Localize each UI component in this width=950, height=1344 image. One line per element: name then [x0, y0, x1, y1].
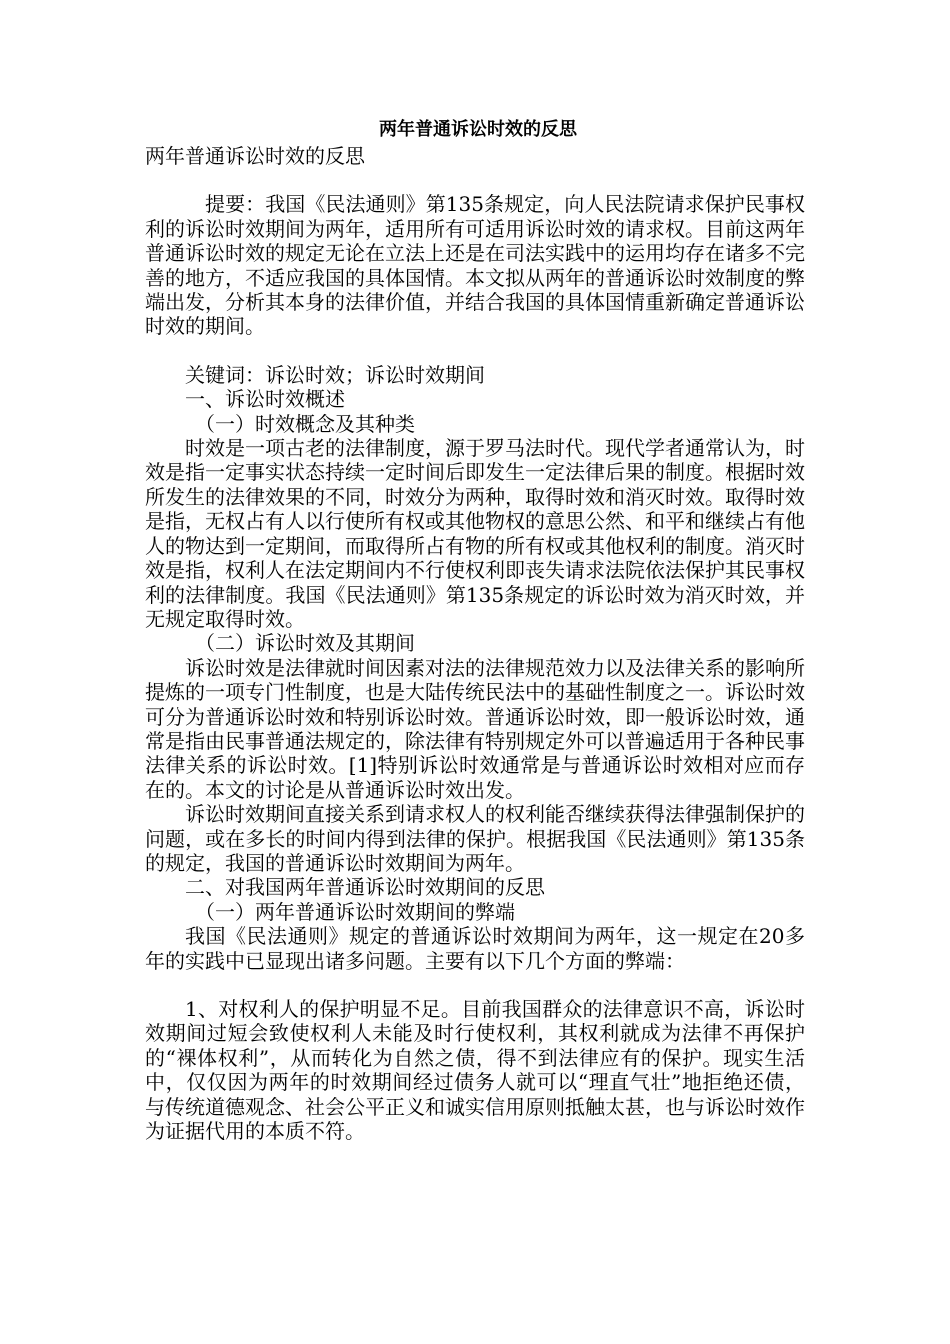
- document-title: 两年普通诉讼时效的反思: [379, 119, 577, 140]
- section-heading: 一、诉讼时效概述: [185, 387, 345, 412]
- subsection-heading: （一）时效概念及其种类: [195, 411, 415, 436]
- body-paragraph: 诉讼时效是法律就时间因素对法的法律规范效力以及法律关系的影响所提炼的一项专门性制度，也是大陆传统民法中的基础性制度之一。诉讼时效可分为普通诉讼时效和特别诉讼时效。普通诉讼时效，即一般诉讼时效，通常是指由民事普通法规定的，除法律有特别规定外可以普遍适用于各种民事法律关系的诉讼时效。[1]特别诉讼时效通常是与普通诉讼时效相对应而存在的。本文的讨论是从普通诉讼时效出发。: [145, 655, 805, 802]
- document-subtitle: 两年普通诉讼时效的反思: [145, 144, 365, 168]
- body-paragraph: 我国《民法通则》规定的普通诉讼时效期间为两年，这一规定在20多年的实践中已显现出诸多问题。主要有以下几个方面的弊端：: [145, 924, 805, 973]
- subsection-heading: （一）两年普通诉讼时效期间的弊端: [195, 899, 515, 924]
- abstract-paragraph: 提要：我国《民法通则》第135条规定，向人民法院请求保护民事权利的诉讼时效期间为两年，适用所有可适用诉讼时效的请求权。目前这两年普通诉讼时效的规定无论在立法上还是在司法实践中的运用均存在诸多不完善的地方，不适应我国的具体国情。本文拟从两年的普通诉讼时效制度的弊端出发，分析其本身的法律价值，并结合我国的具体国情重新确定普通诉讼时效的期间。: [145, 192, 805, 339]
- document-page: [145, 118, 805, 1143]
- body-paragraph: 1、对权利人的保护明显不足。目前我国群众的法律意识不高，诉讼时效期间过短会致使权利人未能及时行使权利，其权利就成为法律不再保护的“裸体权利”，从而转化为自然之债，得不到法律应有的保护。现实生活中，仅仅因为两年的时效期间经过债务人就可以“理直气壮”地拒绝还债，与传统道德观念、社会公平正义和诚实信用原则抵触太甚，也与诉讼时效作为证据代用的本质不符。: [145, 997, 805, 1144]
- keywords-line: 关键词：诉讼时效；诉讼时效期间: [185, 362, 485, 387]
- section-heading: 二、对我国两年普通诉讼时效期间的反思: [185, 875, 545, 900]
- body-paragraph: 诉讼时效期间直接关系到请求权人的权利能否继续获得法律强制保护的问题，或在多长的时间内得到法律的保护。根据我国《民法通则》第135条的规定，我国的普通诉讼时效期间为两年。: [145, 802, 805, 875]
- subsection-heading: （二）诉讼时效及其期间: [195, 631, 415, 656]
- body-paragraph: 时效是一项古老的法律制度，源于罗马法时代。现代学者通常认为，时效是指一定事实状态持续一定时间后即发生一定法律后果的制度。根据时效所发生的法律效果的不同，时效分为两种，取得时效和消灭时效。取得时效是指，无权占有人以行使所有权或其他物权的意思公然、和平和继续占有他人的物达到一定期间，而取得所占有物的所有权或其他权利的制度。消灭时效是指，权利人在法定期间内不行使权利即丧失请求法院依法保护其民事权利的法律制度。我国《民法通则》第135条规定的诉讼时效为消灭时效，并无规定取得时效。: [145, 436, 805, 631]
